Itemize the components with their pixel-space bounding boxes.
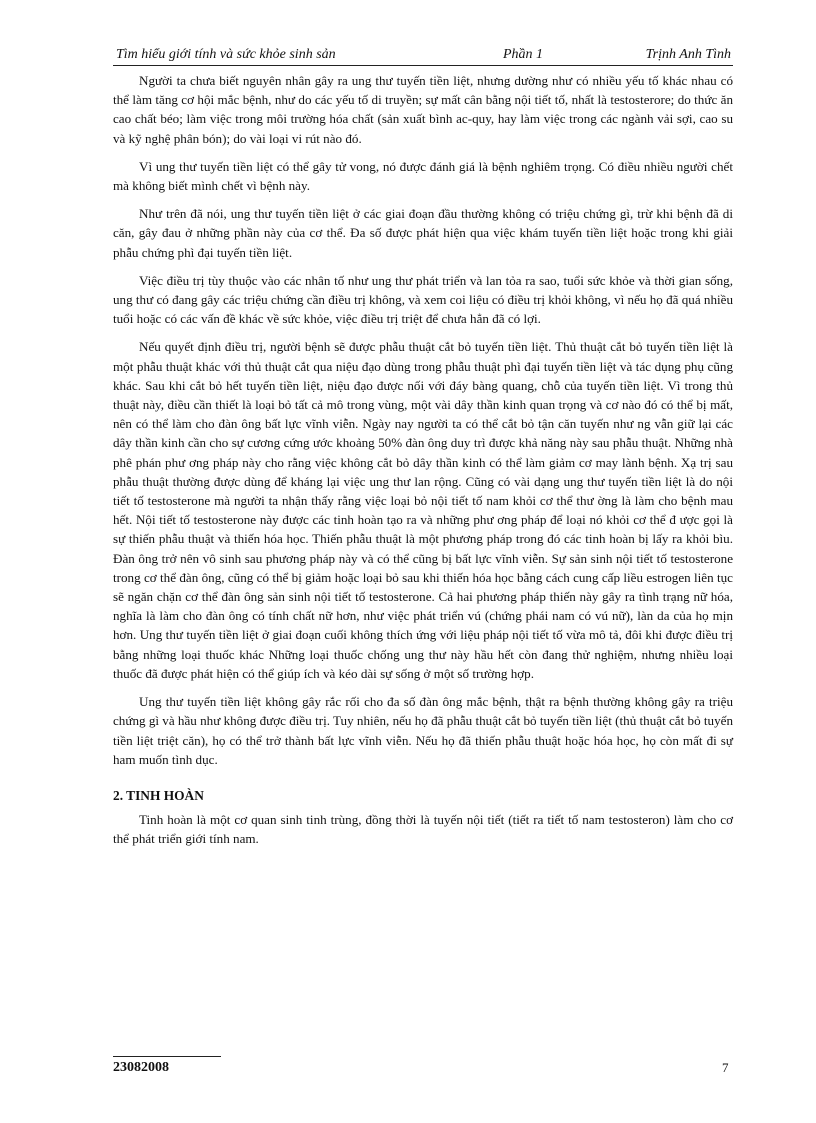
paragraph-treatment-factors: Việc điều trị tùy thuộc vào các nhân tố như ung thư phát triển và lan tỏa ra sao, tuổi sức khỏe và thời gian sống, ung thư có đang gây các triệu chứng cần điều trị không, và xem coi liệu có điều trị khỏi không, vì nếu họ đã quá nhiều tuổi hoặc có các vấn đề khác về sức khỏe, việc điều trị triệt để chưa hẳn đã có lợi. bbox=[113, 272, 733, 327]
paragraph-outcome: Ung thư tuyến tiền liệt không gây rắc rối cho đa số đàn ông mắc bệnh, thật ra bệnh thường không gây ra triệu chứng gì và hầu như không được điều trị. Tuy nhiên, nếu họ đã phẫu thuật cắt bỏ tuyến tiền liệt (thủ thuật cắt bỏ tuyến tiền liệt triệt căn), họ có thể trở thành bất lực vĩnh viễn. Nếu họ đã thiến phẫu thuật hoặc hóa học, họ còn mất đi sự ham muốn tình dục. bbox=[113, 694, 733, 767]
paragraph-causes: Người ta chưa biết nguyên nhân gây ra ung thư tuyến tiền liệt, nhưng dường như có nhiều yếu tố khác nhau có thể làm tăng cơ hội mắc bệnh, như do các yếu tố di truyền; sự mất cân bằng nội tiết tố, nhất là testosterore; do thức ăn cao chất béo; làm việc trong môi trường hóa chất (sản xuất bình ac-quy, hay làm việc trong các ngành vải sợi, cao su và kỹ nghệ phân bón); do vài loại vi rút nào đó. bbox=[113, 73, 733, 146]
footer-divider bbox=[113, 1056, 221, 1057]
section-heading-testis: 2. TINH HOÀN bbox=[113, 787, 204, 803]
header-author: Trịnh Anh Tình bbox=[645, 47, 731, 62]
paragraph-symptoms: Như trên đã nói, ung thư tuyến tiền liệt ở các giai đoạn đầu thường không có triệu chứng gì, trừ khi bệnh đã di căn, gây đau ở những phần này của cơ thể. Đa số được phát hiện qua việc khám tuyến tiền liệt hoặc trong khi giải phẫu chứng phì đại tuyến tiền liệt. bbox=[113, 206, 733, 260]
paragraph-testis: Tinh hoàn là một cơ quan sinh tinh trùng, đồng thời là tuyến nội tiết (tiết ra tiết tố nam testosteron) làm cho cơ thể phát triển giới tính nam. bbox=[113, 811, 733, 847]
paragraph-mortality: Vì ung thư tuyến tiền liệt có thể gây tử vong, nó được đánh giá là bệnh nghiêm trọng. Có điều nhiều người chết mà không biết mình chết vì bệnh này. bbox=[113, 158, 733, 194]
page-body bbox=[113, 71, 733, 857]
page-number: 7 bbox=[722, 1060, 729, 1075]
header-book-title: Tìm hiểu giới tính và sức khỏe sinh sản bbox=[116, 47, 336, 62]
footer-date: 23082008 bbox=[113, 1060, 169, 1075]
page-header bbox=[113, 47, 733, 66]
header-part-label: Phần 1 bbox=[503, 47, 544, 62]
paragraph-surgery: Nếu quyết định điều trị, người bệnh sẽ được phẫu thuật cắt bỏ tuyến tiền liệt. Thủ thuật cắt bỏ tuyến tiền liệt là một phẫu thuật khác với thủ thuật cắt qua niệu đạo dùng trong phẫu thuật phì đại tuyến tiền liệt và tác dụng phụ cũng khác. Sau khi cắt bỏ hết tuyến tiền liệt, niệu đạo được nối với đáy bàng quang, chỗ của tuyến tiền liệt. Vì trong thủ thuật này, điều cần thiết là loại bỏ tất cả mô trong vùng, một vài dây thần kinh quan trọng và cơ nào đó có thể bị mất, nên có thể làm cho đàn ông bất lực vĩnh viễn. Ngày nay người ta có thể cắt bỏ tận căn tuyến như ng vẫn giữ lại các dây thần kinh cần cho sự cương cứng ước khoảng 50% đàn ông duy trì được khả năng này sau phẫu thuật. Những nhà phê phán phư ơng pháp này cho rằng việc không cắt bỏ dây thần kinh có thể làm giảm cơ may lành bệnh. Xạ trị sau phẫu thuật thường được dùng để kháng lại việc ung thư lan rộng. Cũng có vài dạng ung thư tuyến tiền liệt là do nội tiết tố testosterone mà người ta nhận thấy rằng việc loại bỏ nội tiết tố nam khỏi cơ thể thư ờng là làm cho bệnh mau hết. Nội tiết tố testosterone này được các tinh hoàn tạo ra và những phư ơng pháp để loại nó khỏi cơ thể đ ược gọi là sự thiến phẫu thuật và thiến hóa học. Thiến phẫu thuật là một phương pháp trong đó các tinh hoàn bị lấy ra khỏi bìu. Đàn ông trở nên vô sinh sau phương pháp này và có thể cũng bị bất lực vĩnh viễn. Sự sản sinh nội tiết tố testosterone trong cơ thể đàn ông, cũng có thể bị giảm hoặc loại bỏ sau khi thiến hóa học bằng cách cung cấp liều estrogen liên tục sẽ ngăn chặn cơ thể đàn ông sản sinh nội tiết tố testosterone. Cả hai phương pháp thiến này gây ra tình trạng nữ hóa, nghĩa là làm cho đàn ông có tính chất nữ hơn, như việc phát triển vú (chứng phái nam có vú nữ), làn da của họ mịn hơn. Ung thư tuyến tiền liệt ở giai đoạn cuối không thích ứng với liệu pháp nội tiết tố vừa mô tả, đôi khi được điều trị bằng những loại thuốc khác Những loại thuốc chống ung thư này hầu hết còn đang thử nghiệm, nhưng nhiều loại thuốc đã được phát hiện có thể giúp ích và kéo dài sự sống ở một số trường hợp. bbox=[113, 339, 733, 681]
